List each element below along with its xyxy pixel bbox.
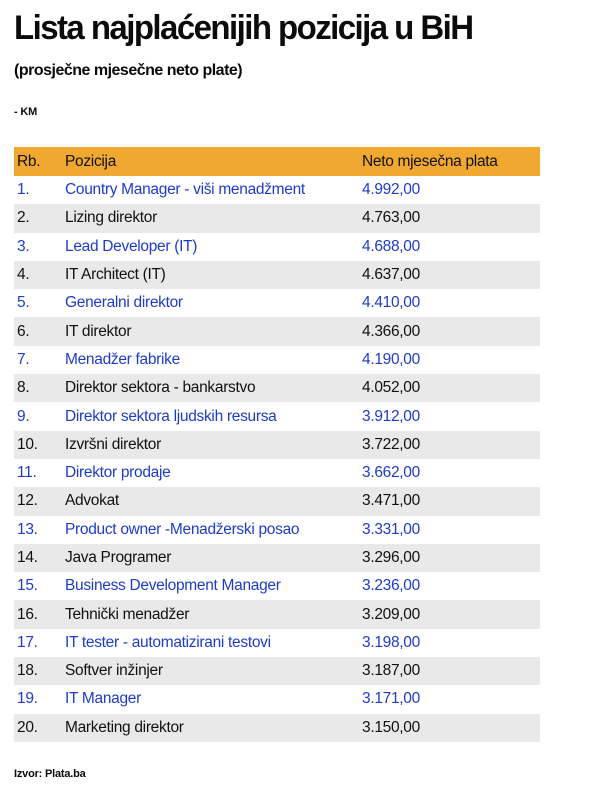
table-row [14, 657, 540, 685]
position-cell: Lizing direktor [65, 209, 157, 227]
table-row [14, 685, 540, 713]
salary-cell: 4.688,00 [362, 237, 420, 255]
rank-cell: 4. [17, 266, 30, 284]
position-cell: Direktor sektora - bankarstvo [65, 379, 256, 397]
position-cell: Advokat [65, 492, 119, 510]
salary-cell: 3.171,00 [362, 690, 420, 708]
source-note: Izvor: Plata.ba [14, 767, 86, 780]
salary-cell: 3.662,00 [362, 464, 420, 482]
salary-cell: 3.236,00 [362, 577, 420, 595]
rank-cell: 12. [17, 492, 38, 510]
table-row [14, 261, 540, 289]
salary-cell: 4.410,00 [362, 294, 420, 312]
salary-cell: 4.637,00 [362, 266, 420, 284]
position-cell: Marketing direktor [65, 718, 184, 736]
rank-cell: 6. [17, 322, 30, 340]
table-row [14, 402, 540, 430]
position-cell: Direktor prodaje [65, 464, 171, 482]
salary-cell: 4.190,00 [362, 350, 420, 368]
rank-cell: 9. [17, 407, 30, 425]
table-header-row [14, 147, 540, 176]
salary-cell: 4.052,00 [362, 379, 420, 397]
table-body [14, 176, 540, 742]
rank-cell: 8. [17, 379, 30, 397]
salary-cell: 3.209,00 [362, 605, 420, 623]
position-cell: Izvršni direktor [65, 435, 161, 453]
table-row [14, 516, 540, 544]
rank-cell: 14. [17, 549, 38, 566]
salary-table [14, 147, 540, 742]
rank-cell: 3. [17, 237, 30, 255]
rank-cell: 10. [17, 435, 38, 453]
salary-cell: 3.471,00 [362, 492, 420, 510]
table-row [14, 600, 540, 628]
table-row [14, 317, 540, 345]
position-cell: Business Development Manager [65, 577, 281, 595]
table-row [14, 459, 540, 487]
page-title: Lista najplaćenijih pozicija u BiH [14, 9, 473, 47]
position-cell: IT tester - automatizirani testovi [65, 633, 271, 651]
salary-cell: 3.187,00 [362, 662, 420, 680]
rank-cell: 11. [17, 464, 37, 482]
table-row [14, 289, 540, 317]
position-cell: IT direktor [65, 322, 132, 340]
salary-cell: 4.366,00 [362, 322, 420, 340]
salary-cell: 3.722,00 [362, 435, 420, 453]
rank-cell: 20. [17, 718, 38, 736]
rank-cell: 18. [17, 662, 38, 680]
rank-cell: 1. [17, 181, 30, 199]
position-cell: Generalni direktor [65, 294, 183, 312]
rank-cell: 17. [17, 633, 38, 651]
rank-cell: 16. [17, 605, 38, 623]
salary-cell: 4.763,00 [362, 209, 420, 227]
salary-cell: 3.912,00 [362, 407, 420, 425]
salary-cell: 4.992,00 [362, 181, 420, 199]
position-cell: Menadžer fabrike [65, 350, 180, 368]
table-row [14, 176, 540, 204]
salary-cell: 3.150,00 [362, 718, 420, 736]
table-row [14, 544, 540, 572]
position-cell: Tehnički menadžer [65, 605, 190, 623]
table-row [14, 714, 540, 742]
position-cell: IT Manager [65, 690, 141, 708]
position-cell: Softver inžinjer [65, 662, 163, 680]
position-cell: IT Architect (IT) [65, 266, 166, 284]
table-row [14, 431, 540, 459]
table-row [14, 629, 540, 657]
rank-cell: 15. [17, 577, 38, 595]
column-header-rank: Rb. [17, 152, 41, 170]
column-header-position: Pozicija [65, 152, 117, 170]
position-cell: Country Manager - viši menadžment [65, 181, 305, 199]
position-cell: Lead Developer (IT) [65, 237, 198, 255]
table-row [14, 374, 540, 402]
table-row [14, 233, 540, 261]
table-row [14, 204, 540, 232]
rank-cell: 2. [17, 209, 30, 227]
table-row [14, 346, 540, 374]
position-cell: Product owner -Menadžerski posao [65, 520, 300, 538]
salary-cell: 3.198,00 [362, 633, 420, 651]
position-cell: Direktor sektora ljudskih resursa [65, 407, 277, 425]
salary-cell: 3.331,00 [362, 520, 420, 538]
column-header-salary: Neto mjesečna plata [362, 152, 498, 170]
position-cell: Java Programer [65, 549, 172, 566]
rank-cell: 13. [17, 520, 38, 538]
table-row [14, 572, 540, 600]
rank-cell: 5. [17, 294, 30, 312]
page-subtitle: (prosječne mjesečne neto plate) [14, 62, 243, 79]
rank-cell: 7. [17, 350, 30, 368]
salary-cell: 3.296,00 [362, 549, 420, 566]
table-row [14, 487, 540, 515]
unit-note: - KM [14, 106, 38, 118]
rank-cell: 19. [17, 690, 38, 708]
